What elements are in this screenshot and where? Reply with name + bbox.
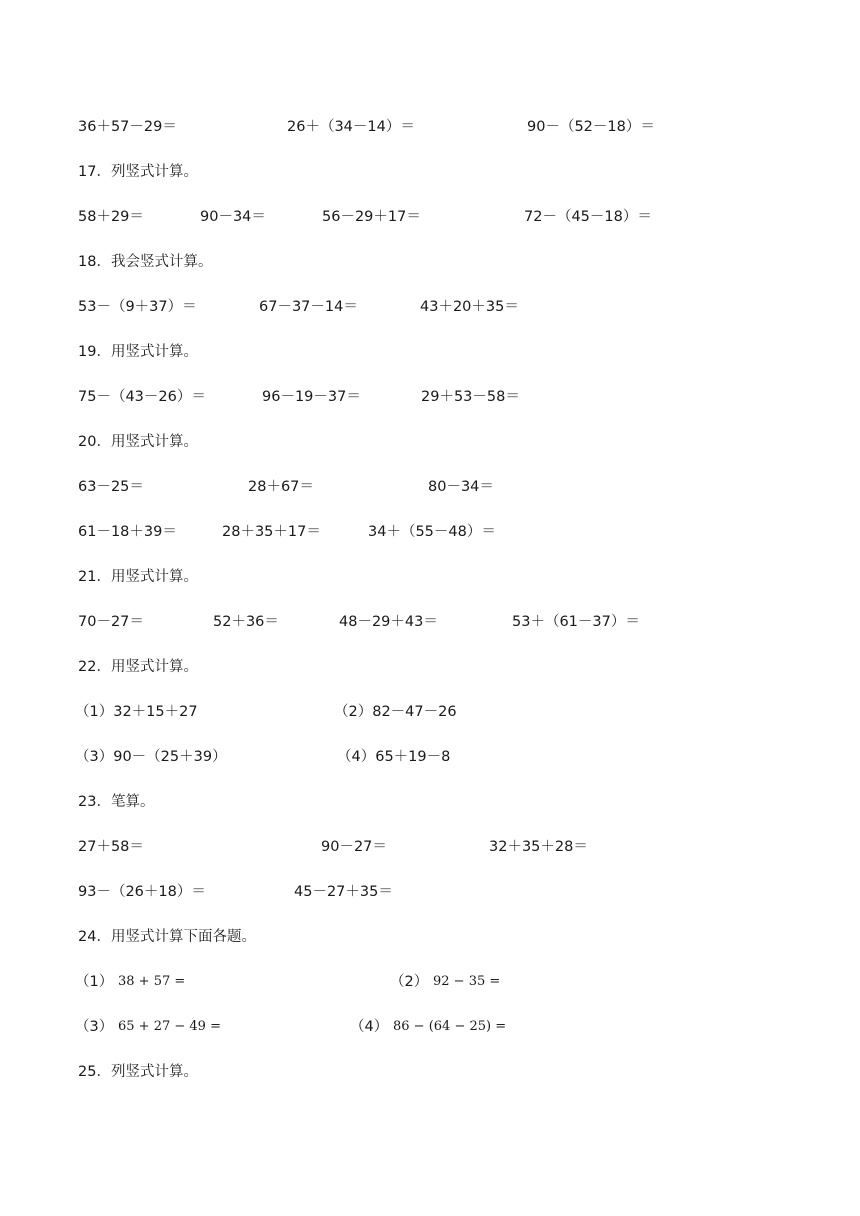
problem-q19-3: 29＋53－58＝ [421,389,520,405]
q16-row [0,116,860,138]
q22-row-2 [0,746,860,768]
q18-row [0,296,860,318]
problem-q22-3: （3）90－（25＋39） [75,749,227,765]
q21-row [0,611,860,633]
problem-q17-1: 58＋29＝ [78,209,144,225]
question-20-title: 20．用竖式计算。 [78,434,198,450]
question-23-title: 23．笔算。 [78,794,155,810]
question-24-title: 24．用竖式计算下面各题。 [78,929,256,945]
problem-q20-1: 63－25＝ [78,479,144,495]
question-18-title: 18．我会竖式计算。 [78,254,213,270]
problem-q17-3: 56－29＋17＝ [322,209,421,225]
problem-q23-2: 90－27＝ [321,839,387,855]
problem-q24-3-expr: 65 + 27 − 49 = [118,1019,221,1034]
problem-q22-2: （2）82－47－26 [334,704,457,720]
problem-q23-5: 45－27＋35＝ [294,884,393,900]
problem-q22-1: （1）32＋15＋27 [75,704,198,720]
question-25-title: 25．列竖式计算。 [78,1064,198,1080]
q23-row-2 [0,881,860,903]
problem-q22-4: （4）65＋19－8 [337,749,451,765]
q24-row-2 [0,1016,860,1038]
problem-q17-2: 90－34＝ [200,209,266,225]
problem-q23-3: 32＋35＋28＝ [489,839,588,855]
problem-q24-3-label: （3） [75,1019,114,1035]
q20-row-2 [0,521,860,543]
problem-q20-4: 61－18＋39＝ [78,524,177,540]
problem-q20-5: 28＋35＋17＝ [222,524,321,540]
problem-q23-4: 93－（26＋18）＝ [78,884,206,900]
problem-q20-2: 28＋67＝ [248,479,314,495]
problem-q20-6: 34＋（55－48）＝ [368,524,496,540]
problem-q21-3: 48－29＋43＝ [339,614,438,630]
problem-q24-4-label: （4） [350,1019,389,1035]
problem-q20-3: 80－34＝ [428,479,494,495]
problem-q24-2-label: （2） [390,974,429,990]
problem-q24-2-expr: 92 − 35 = [433,974,501,989]
q20-row-1 [0,476,860,498]
q23-row-1 [0,836,860,858]
problem-q24-4-expr: 86 − (64 − 25) = [393,1019,507,1034]
problem-q24-1-label: （1） [75,974,114,990]
problem-q21-1: 70－27＝ [78,614,144,630]
q24-row-1 [0,971,860,993]
q19-row [0,386,860,408]
q17-row [0,206,860,228]
problem-q18-1: 53－（9＋37）＝ [78,299,197,315]
problem-q19-1: 75－（43－26）＝ [78,389,206,405]
question-17-title: 17．列竖式计算。 [78,164,198,180]
problem-q24-1-expr: 38 + 57 = [118,974,186,989]
question-21-title: 21．用竖式计算。 [78,569,198,585]
question-19-title: 19．用竖式计算。 [78,344,198,360]
problem-q16-2: 26＋（34－14）＝ [287,119,415,135]
question-22-title: 22．用竖式计算。 [78,659,198,675]
problem-q16-1: 36＋57－29＝ [78,119,177,135]
problem-q16-3: 90－（52－18）＝ [527,119,655,135]
problem-q18-3: 43＋20＋35＝ [420,299,519,315]
problem-q19-2: 96－19－37＝ [262,389,361,405]
problem-q23-1: 27＋58＝ [78,839,144,855]
problem-q21-4: 53＋（61－37）＝ [512,614,640,630]
problem-q17-4: 72－（45－18）＝ [524,209,652,225]
problem-q21-2: 52＋36＝ [213,614,279,630]
problem-q18-2: 67－37－14＝ [259,299,358,315]
q22-row-1 [0,701,860,723]
